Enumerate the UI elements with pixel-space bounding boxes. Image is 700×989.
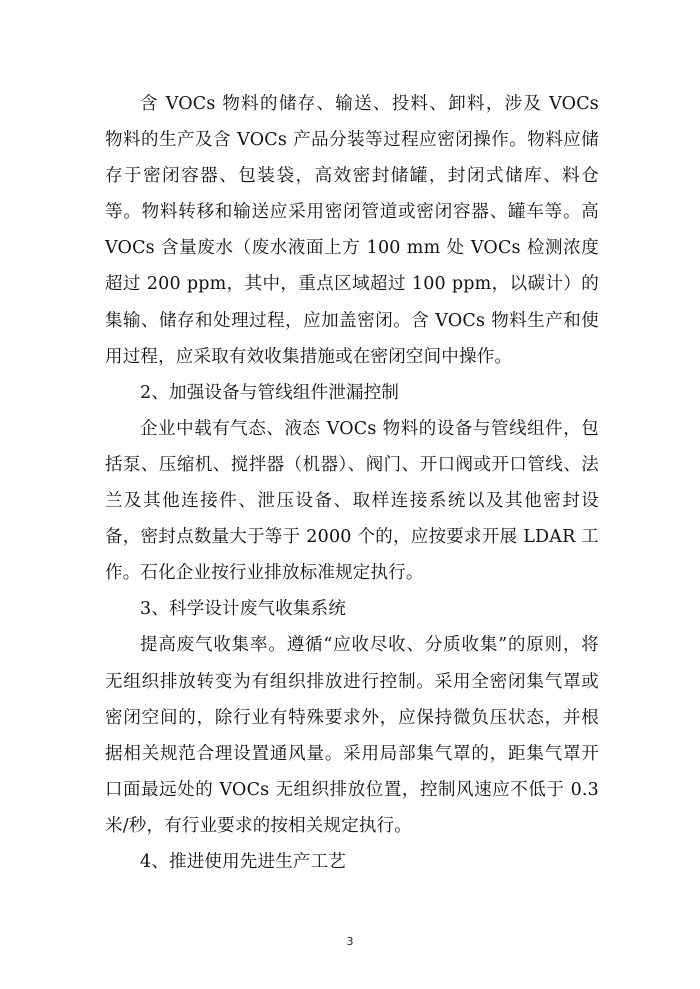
page-number: 3: [346, 935, 354, 948]
paragraph-gas-collection: 提高废气收集率。遵循“应收尽收、分质收集”的原则，将无组织排放转变为有组织排放进行控制。采用全密闭集气罩或密闭空间的，除行业有特殊要求外，应保持微负压状态，并根据相关规范合理设置通风量。采用局部集气罩的，距集气罩开口面最远处的 VOCs 无组织排放位置，控制风速应不低于 0.3 米/秒，有行业要求的按相关规定执行。: [105, 635, 599, 836]
section-heading-2: 2、加强设备与管线组件泄漏控制: [140, 382, 400, 403]
section-heading-4: 4、推进使用先进生产工艺: [140, 851, 347, 872]
document-body: [105, 86, 599, 880]
section-heading-3: 3、科学设计废气收集系统: [140, 599, 347, 620]
paragraph-leak-control: 企业中载有气态、液态 VOCs 物料的设备与管线组件，包括泵、压缩机、搅拌器（机器）、阀门、开口阀或开口管线、法兰及其他连接件、泄压设备、取样连接系统以及其他密封设备，密封点数量大于等于 2000 个的，应按要求开展 LDAR 工作。石化企业按行业排放标准规定执行。: [105, 418, 599, 584]
paragraph-voc-storage: 含 VOCs 物料的储存、输送、投料、卸料，涉及 VOCs 物料的生产及含 VOCs 产品分装等过程应密闭操作。物料应储存于密闭容器、包装袋，高效密封储罐，封闭式储库、料仓等。物料转移和输送应采用密闭管道或密闭容器、罐车等。高 VOCs 含量废水（废水液面上方 100 mm 处 VOCs 检测浓度超过 200 ppm，其中，重点区域超过 100 ppm，以碳计）的集输、储存和处理过程，应加盖密闭。含 VOCs 物料生产和使用过程，应采取有效收集措施或在密闭空间中操作。: [105, 94, 599, 367]
